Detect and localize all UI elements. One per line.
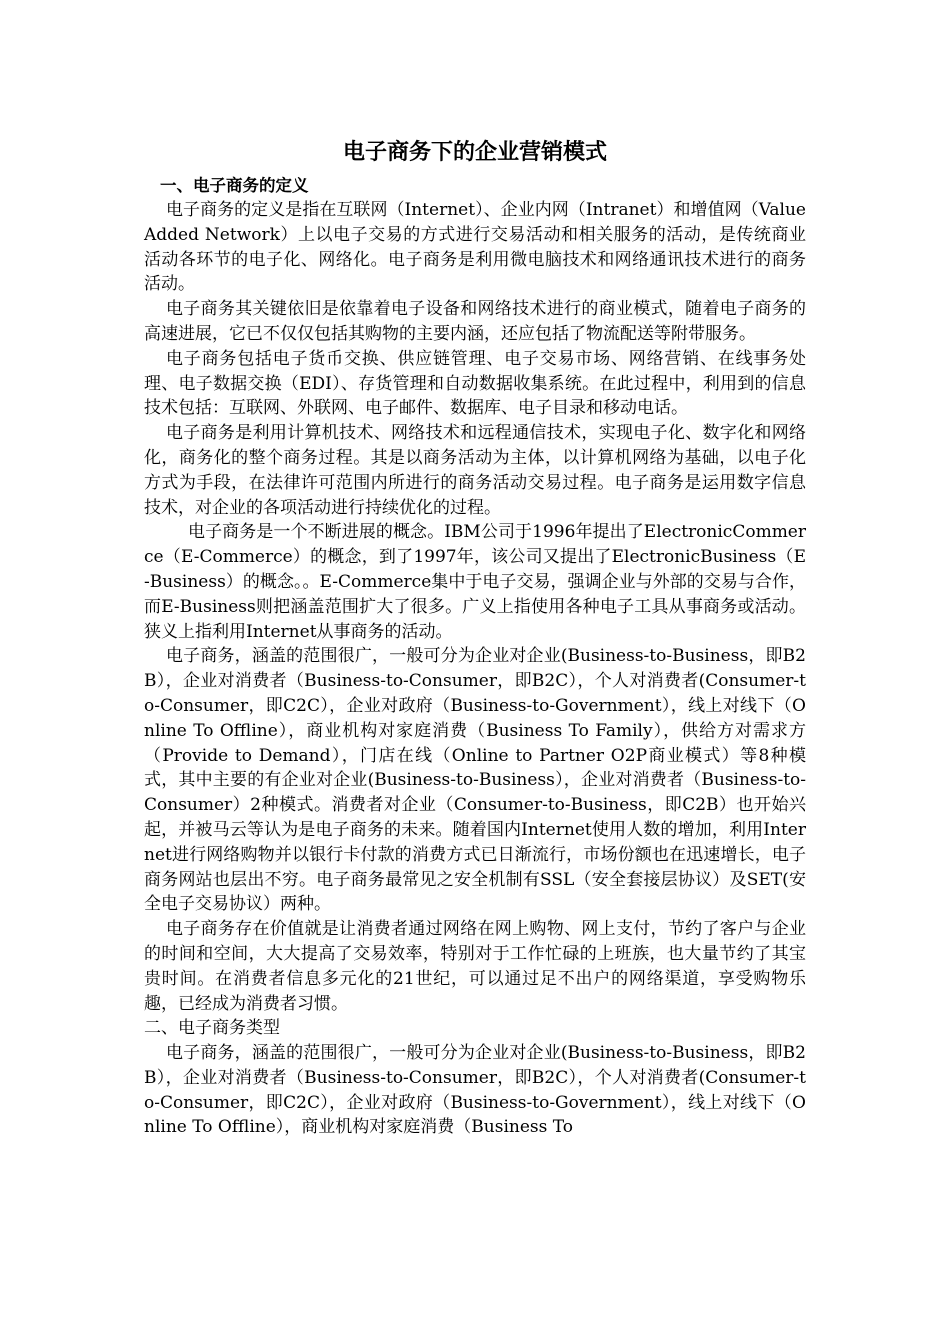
paragraph-value: 电子商务存在价值就是让消费者通过网络在网上购物、网上支付，节约了客户与企业的时间和空间，大大提高了交易效率，特别对于工作忙碌的上班族，也大量节约了其宝贵时间。在消费者信息多元化的21世纪，可以通过足不出户的网络渠道，享受购物乐趣，已经成为消费者习惯。	[144, 919, 806, 1014]
paragraph-definition: 电子商务的定义是指在互联网（Internet）、企业内网（Intranet）和增值网（Value Added Network）上以电子交易的方式进行交易活动和相关服务的活动，是传统商业活动各环节的电子化、网络化。电子商务是利用微电脑技术和网络通讯技术进行的商务活动。	[144, 200, 806, 295]
document-body	[144, 132, 806, 1140]
section-heading-types: 二、电子商务类型	[144, 1018, 280, 1039]
paragraph-components: 电子商务包括电子货币交换、供应链管理、电子交易市场、网络营销、在线事务处理、电子数据交换（EDI）、存货管理和自动数据收集系统。在此过程中，利用到的信息技术包括：互联网、外联网、电子邮件、数据库、电子目录和移动电话。	[144, 348, 806, 419]
paragraph-process: 电子商务是利用计算机技术、网络技术和远程通信技术，实现电子化、数字化和网络化，商务化的整个商务过程。其是以商务活动为主体，以计算机网络为基础，以电子化方式为手段，在法律许可范围内所进行的商务活动交易过程。电子商务是运用数字信息技术，对企业的各项活动进行持续优化的过程。	[144, 423, 806, 518]
paragraph-concept-history: 电子商务是一个不断进展的概念。IBM公司于1996年提出了ElectronicCommerce（E-Commerce）的概念，到了1997年，该公司又提出了ElectronicBusiness（E-Business）的概念。。E-Commerce集中于电子交易，强调企业与外部的交易与合作，而E-Business则把涵盖范围扩大了很多。广义上指使用各种电子工具从事商务或活动。狭义上指利用Internet从事商务的活动。	[144, 522, 806, 642]
document-title: 电子商务下的企业营销模式	[342, 140, 607, 165]
section-heading-definition: 一、电子商务的定义	[160, 176, 309, 195]
paragraph-types: 电子商务，涵盖的范围很广，一般可分为企业对企业(Business-to-Business，即B2B），企业对消费者（Business-to-Consumer，即B2C），个人对消费者(Consumer-to-Consumer，即C2C），企业对政府（Business-to-Government），线上对线下（Online To Offline），商业机构对家庭消费（Business To	[144, 1043, 806, 1138]
paragraph-key-point: 电子商务其关键依旧是依靠着电子设备和网络技术进行的商业模式，随着电子商务的高速进展，它已不仅仅包括其购物的主要内涵，还应包括了物流配送等附带服务。	[144, 299, 806, 344]
paragraph-modes: 电子商务，涵盖的范围很广，一般可分为企业对企业(Business-to-Business，即B2B），企业对消费者（Business-to-Consumer，即B2C），个人对消费者(Consumer-to-Consumer，即C2C），企业对政府（Business-to-Government），线上对线下（Online To Offline），商业机构对家庭消费（Business To Family），供给方对需求方（Provide to Demand），门店在线（Online to Partner O2P商业模式）等8种模式，其中主要的有企业对企业(Business-to-Business），企业对消费者（Business-to-Consumer）2种模式。消费者对企业（Consumer-to-Business，即C2B）也开始兴起，并被马云等认为是电子商务的未来。随着国内Internet使用人数的增加，利用Internet进行网络购物并以银行卡付款的消费方式已日渐流行，市场份额也在迅速增长，电子商务网站也层出不穷。电子商务最常见之安全机制有SSL（安全套接层协议）及SET(安全电子交易协议）两种。	[144, 646, 806, 915]
